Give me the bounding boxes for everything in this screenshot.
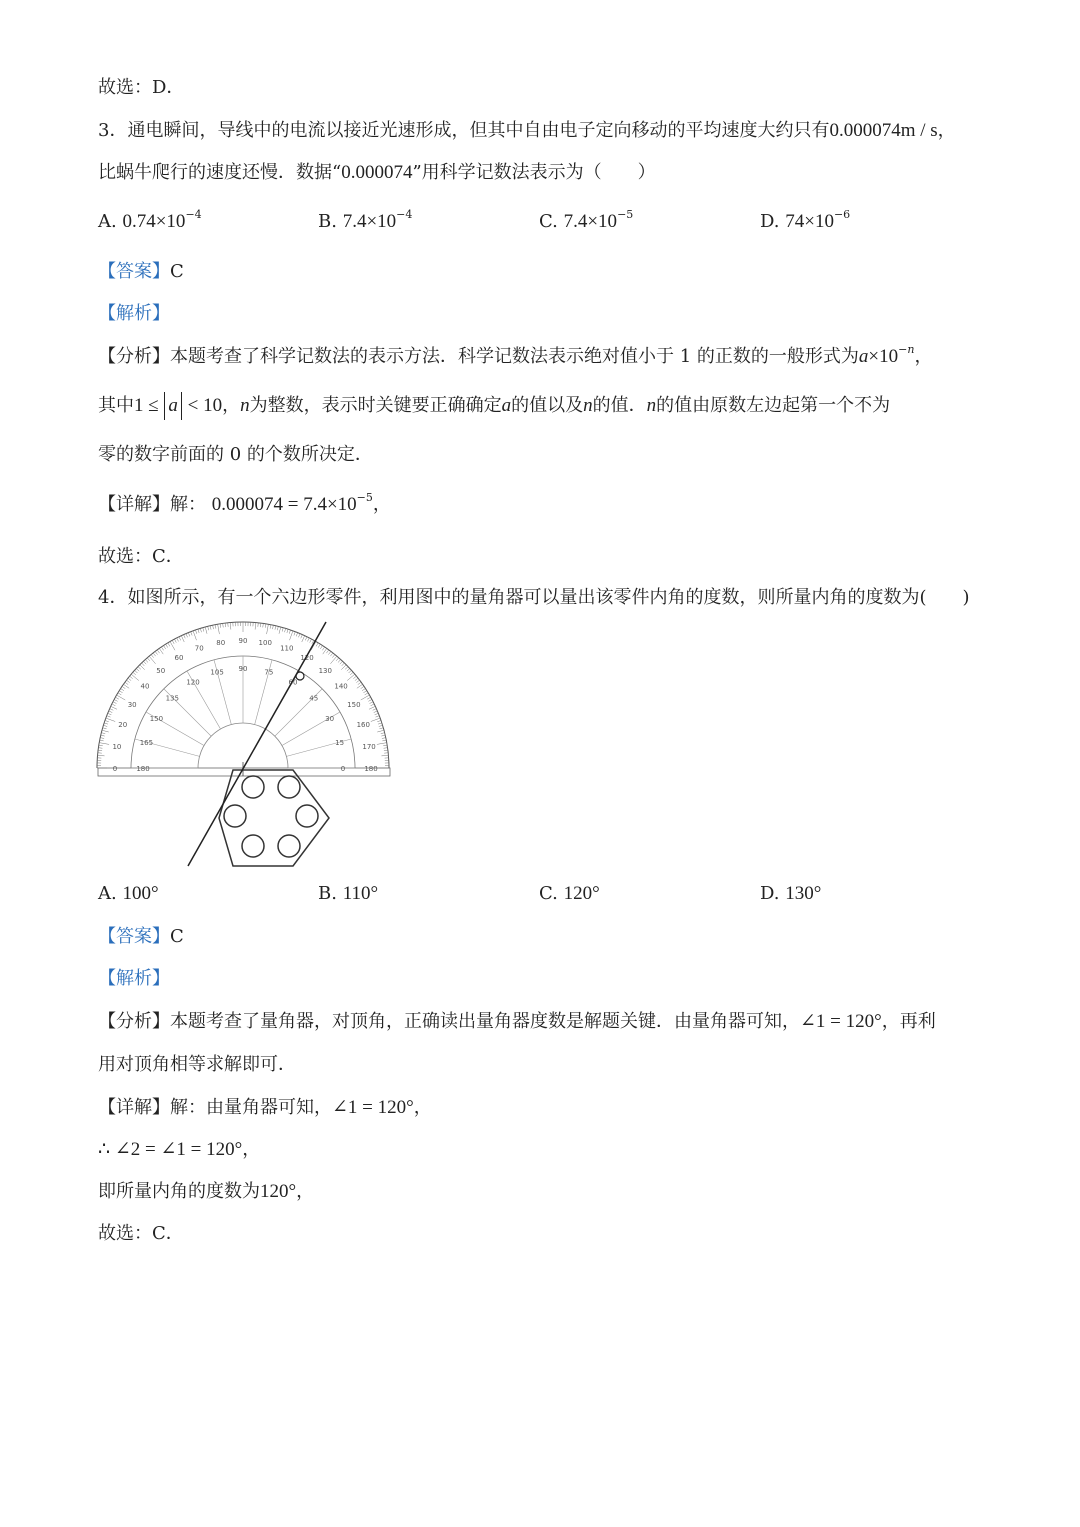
protractor-outer-label: 180 xyxy=(364,765,378,773)
bolt-hole xyxy=(242,776,264,798)
protractor-tick xyxy=(200,628,201,632)
q4-conclusion: 故选：C． xyxy=(98,1223,184,1244)
protractor-tick xyxy=(328,651,330,654)
protractor-tick xyxy=(377,720,381,721)
protractor-tick xyxy=(361,695,370,700)
protractor-tick xyxy=(302,636,305,642)
protractor-tick xyxy=(218,624,220,634)
protractor-tick xyxy=(362,688,365,690)
protractor-tick xyxy=(340,661,343,664)
comma: ， xyxy=(914,346,933,367)
option-math: 120° xyxy=(563,883,600,904)
protractor-tick xyxy=(369,706,375,709)
protractor-tick xyxy=(350,672,353,675)
protractor-tick xyxy=(133,672,136,675)
option-label: C. xyxy=(539,211,558,232)
angle-equation: ∠1 = 120° xyxy=(800,1011,882,1032)
option-exponent: −6 xyxy=(833,208,851,221)
protractor-tick xyxy=(349,670,352,673)
fenxi-tag: 【分析】 xyxy=(98,1011,170,1032)
protractor-tick xyxy=(143,661,146,664)
protractor-tick xyxy=(157,650,159,653)
protractor-inner-label: 45 xyxy=(309,694,319,703)
q3-stem-text2: 比蜗牛爬行的速度还慢．数据“ xyxy=(98,162,342,183)
protractor-tick xyxy=(191,632,192,636)
times-ten: ×10 xyxy=(868,346,899,367)
option-label: B. xyxy=(318,883,337,904)
option-math: 7.4×10 xyxy=(342,211,397,232)
comma: ， xyxy=(222,395,241,416)
protractor-tick xyxy=(332,655,335,658)
protractor-tick xyxy=(98,748,102,749)
q4-answer xyxy=(98,925,184,949)
option-label: A. xyxy=(98,883,117,904)
protractor-outer-label: 140 xyxy=(334,682,348,691)
protractor-tick xyxy=(285,628,286,632)
protractor-tick xyxy=(147,658,150,661)
protractor-tick xyxy=(336,658,339,661)
protractor-tick xyxy=(168,643,170,646)
q4-analysis-line2: 用对顶角相等求解即可． xyxy=(98,1054,296,1075)
protractor-tick xyxy=(215,625,216,629)
protractor-tick xyxy=(305,637,307,641)
protractor-outer-label: 60 xyxy=(174,654,184,663)
xiangjie-tag: 【详解】 xyxy=(98,1097,170,1118)
answer-tag: 【答案】 xyxy=(98,261,170,282)
protractor-inner-label: 120 xyxy=(186,678,200,687)
var-a: a xyxy=(501,395,512,416)
ineq-left: 1 ≤ xyxy=(134,395,159,416)
protractor-tick xyxy=(117,695,126,700)
protractor-outer-label: 150 xyxy=(347,701,361,709)
protractor-inner-label: 180 xyxy=(136,765,150,773)
protractor-tick xyxy=(301,635,303,639)
protractor-tick xyxy=(126,680,129,682)
protractor-tick xyxy=(100,738,104,739)
option-math: 110° xyxy=(342,883,379,904)
protractor-tick xyxy=(379,725,383,726)
angle-equation: ∠1 = 120° xyxy=(332,1097,414,1118)
hexagon-part xyxy=(219,770,329,866)
equation: 0.000074 = 7.4×10 xyxy=(211,494,357,515)
answer-tag: 【答案】 xyxy=(98,926,170,947)
protractor-outer-label: 40 xyxy=(140,682,150,691)
answer-value: C xyxy=(170,261,184,282)
protractor-tick xyxy=(384,748,388,749)
protractor-tick xyxy=(151,655,154,658)
protractor-tick xyxy=(377,743,387,745)
protractor-tick xyxy=(128,678,131,680)
protractor-tick xyxy=(102,730,109,732)
protractor-outer-label: 110 xyxy=(280,644,294,653)
protractor-outer-label: 20 xyxy=(118,721,128,730)
q3-option-b xyxy=(318,210,412,234)
protractor-tick xyxy=(155,651,157,654)
option-label: D. xyxy=(760,211,780,232)
protractor-tick xyxy=(282,628,283,632)
protractor-tick xyxy=(99,745,103,746)
protractor-outer-label: 70 xyxy=(194,644,204,653)
measure-line xyxy=(188,622,326,866)
protractor-tick xyxy=(121,688,124,690)
protractor-tick xyxy=(104,723,108,724)
text: 本题考查了量角器，对顶角，正确读出量角器度数是解题关键．由量角器可知， xyxy=(170,1011,800,1032)
protractor-tick xyxy=(230,623,231,630)
protractor-outer-label: 80 xyxy=(216,638,226,647)
protractor-tick xyxy=(381,735,385,736)
protractor-outer-label: 90 xyxy=(238,637,248,645)
protractor-tick xyxy=(381,755,388,756)
protractor-tick xyxy=(320,646,322,649)
option-exponent: −4 xyxy=(185,208,202,221)
protractor-tick xyxy=(118,693,121,695)
protractor-tick xyxy=(370,702,374,704)
protractor-tick xyxy=(223,623,224,627)
protractor-tick xyxy=(382,740,386,741)
protractor-tick xyxy=(106,718,115,721)
protractor-tick xyxy=(115,697,118,699)
q3-data-value: 0.000074 xyxy=(341,162,413,183)
text: 其中 xyxy=(98,395,134,416)
protractor-tick xyxy=(255,623,256,630)
protractor-tick xyxy=(161,647,163,650)
protractor-tick xyxy=(273,625,274,629)
protractor-tick xyxy=(114,699,118,701)
protractor-tick xyxy=(107,716,111,717)
comma: ， xyxy=(242,1139,261,1160)
protractor-tick xyxy=(347,668,350,671)
protractor-outer-label: 170 xyxy=(362,742,376,751)
text: 的值由原数左边起第一个不为 xyxy=(656,395,891,416)
protractor-tick xyxy=(220,624,221,628)
protractor-tick xyxy=(361,686,364,688)
protractor-tick xyxy=(111,706,117,709)
exponent: −5 xyxy=(356,491,373,504)
q3-comma: ， xyxy=(937,120,956,141)
protractor-tick xyxy=(122,686,125,688)
protractor-tick xyxy=(307,638,309,642)
angle-equation: ∴ ∠2 = ∠1 = 120° xyxy=(98,1139,243,1160)
text: 为整数，表示时关键要正确确定 xyxy=(249,395,502,416)
measure-mark xyxy=(296,672,304,680)
protractor-tick xyxy=(376,716,380,717)
var-a: a xyxy=(858,346,869,367)
protractor-outer-label: 50 xyxy=(156,666,166,675)
protractor-tick xyxy=(367,697,370,699)
q3-stem-line1 xyxy=(98,119,956,143)
bolt-hole xyxy=(278,835,300,857)
bolt-hole xyxy=(224,805,246,827)
option-math: 74×10 xyxy=(785,211,834,232)
protractor-tick xyxy=(198,629,199,633)
protractor-tick xyxy=(347,674,355,680)
q3-stem-text: 3．通电瞬间，导线中的电流以接近光速形成，但其中自由电子定向移动的平均速度大约只有 xyxy=(98,120,830,141)
protractor-tick xyxy=(174,639,176,643)
protractor-tick xyxy=(322,647,324,650)
q4-stem: 4．如图所示，有一个六边形零件，利用图中的量角器可以量出该零件内角的度数，则所量内角的度数为( ) xyxy=(98,587,970,608)
protractor-tick xyxy=(383,745,387,746)
q3-stem-line2 xyxy=(98,161,656,185)
protractor-tick xyxy=(330,656,336,664)
protractor-tick xyxy=(184,635,186,639)
protractor-tick xyxy=(181,636,184,642)
text: 的值． xyxy=(592,395,647,416)
protractor-tick xyxy=(125,682,128,684)
protractor-tick xyxy=(270,625,271,629)
protractor-tick xyxy=(316,643,318,646)
protractor-inner-label: 15 xyxy=(335,739,345,748)
protractor-tick xyxy=(101,735,105,736)
comma: ， xyxy=(296,1181,315,1202)
option-exponent: −5 xyxy=(617,208,634,221)
q4-option-a xyxy=(98,882,159,906)
protractor-tick xyxy=(310,639,312,643)
hexagon-outline xyxy=(219,770,329,866)
protractor-tick xyxy=(289,630,290,634)
protractor-tick xyxy=(326,650,328,653)
protractor-tick xyxy=(136,668,139,671)
protractor xyxy=(97,622,390,776)
protractor-tick xyxy=(382,738,386,739)
protractor-tick xyxy=(103,725,107,726)
bolt-hole xyxy=(242,835,264,857)
protractor-tick xyxy=(145,660,148,663)
protractor-inner-label: 75 xyxy=(264,668,274,677)
protractor-inner-label: 165 xyxy=(139,739,154,748)
protractor-tick xyxy=(378,723,382,724)
protractor-inner-label: 0 xyxy=(340,765,346,773)
protractor-tick xyxy=(318,644,320,647)
protractor-inner-label: 90 xyxy=(238,665,248,673)
protractor-tick xyxy=(110,709,114,711)
q4-analysis-line1 xyxy=(98,1010,936,1034)
protractor-tick xyxy=(379,728,383,729)
protractor-tick xyxy=(368,699,372,701)
option-label: D. xyxy=(760,883,780,904)
protractor-tick xyxy=(153,653,155,656)
option-label: A. xyxy=(98,211,117,232)
text: 解：由量角器可知， xyxy=(170,1097,332,1118)
protractor-tick xyxy=(356,680,359,682)
q3-option-d xyxy=(760,210,850,234)
protractor-tick xyxy=(330,653,332,656)
protractor-tick xyxy=(166,644,168,647)
protractor-tick xyxy=(163,646,165,649)
protractor-tick xyxy=(98,755,105,756)
answer-value: C xyxy=(170,926,184,947)
protractor-tick xyxy=(267,624,269,634)
protractor-figure xyxy=(95,620,395,870)
protractor-tick xyxy=(103,728,107,729)
protractor-tick xyxy=(263,623,264,627)
protractor-tick xyxy=(287,629,288,633)
protractor-outer-label: 160 xyxy=(356,721,370,730)
q3-answer xyxy=(98,260,184,284)
protractor-tick xyxy=(131,674,139,680)
option-math: 7.4×10 xyxy=(563,211,618,232)
protractor-tick xyxy=(298,634,300,638)
option-exponent: −4 xyxy=(396,208,413,221)
q3-stem-text3: ”用科学记数法表示为（ ） xyxy=(412,162,656,183)
protractor-tick xyxy=(381,733,385,734)
protractor-tick xyxy=(112,704,116,706)
q3-option-c xyxy=(539,210,633,234)
q2-conclusion: 故选：D． xyxy=(98,77,185,98)
angle-value: 120° xyxy=(260,1181,297,1202)
protractor-tick xyxy=(105,720,109,721)
option-label: B. xyxy=(318,211,337,232)
protractor-inner-label: 60 xyxy=(288,678,298,687)
protractor-tick xyxy=(265,624,266,628)
q4-detail-line1 xyxy=(98,1096,432,1120)
protractor-tick xyxy=(277,626,278,630)
protractor-outer-label: 10 xyxy=(112,742,122,751)
protractor-tick xyxy=(100,740,104,741)
protractor-inner-label: 135 xyxy=(165,694,179,703)
protractor-tick xyxy=(208,626,209,630)
comma: ， xyxy=(413,1097,432,1118)
protractor-tick xyxy=(210,626,211,630)
text: 的值以及 xyxy=(511,395,584,416)
protractor-tick xyxy=(172,640,174,643)
ineq-right: < 10 xyxy=(187,395,223,416)
protractor-tick xyxy=(142,663,145,666)
option-math: 100° xyxy=(122,883,159,904)
q3-analysis-line3: 零的数字前面的 0 的个数所决定． xyxy=(98,444,373,465)
protractor-tick xyxy=(108,713,112,714)
protractor-tick xyxy=(355,678,358,680)
q4-detail-line3 xyxy=(98,1180,314,1204)
q4-analysis-heading: 【解析】 xyxy=(98,968,170,989)
q4-option-b xyxy=(318,882,378,906)
fenxi-text: 本题考查了科学记数法的表示方法．科学记数法表示绝对值小于 1 的正数的一般形式为 xyxy=(170,346,859,367)
protractor-tick xyxy=(363,691,366,693)
comma: ， xyxy=(372,494,391,515)
protractor-tick xyxy=(342,663,345,666)
protractor-tick xyxy=(374,711,378,713)
q3-detail xyxy=(98,493,391,517)
protractor-tick xyxy=(213,625,214,629)
var-n: n xyxy=(646,395,657,416)
var-n: n xyxy=(583,395,593,416)
protractor-tick xyxy=(179,637,181,641)
protractor-tick xyxy=(130,676,133,679)
protractor-tick xyxy=(275,626,276,630)
protractor-tick xyxy=(353,676,356,679)
protractor-tick xyxy=(358,682,361,684)
protractor-tick xyxy=(119,691,122,693)
protractor-tick xyxy=(170,642,175,651)
text: 解： xyxy=(170,494,206,515)
option-math: 130° xyxy=(785,883,822,904)
q4-detail-line2 xyxy=(98,1138,260,1162)
protractor-tick xyxy=(296,633,297,637)
protractor-outer-label: 130 xyxy=(318,666,332,675)
protractor-tick xyxy=(135,670,138,673)
q4-option-c xyxy=(539,882,600,906)
bolt-hole xyxy=(278,776,300,798)
protractor-center-arc xyxy=(198,723,288,768)
protractor-tick xyxy=(345,667,348,670)
protractor-tick xyxy=(109,711,113,713)
protractor-tick xyxy=(290,631,293,640)
q3-option-a xyxy=(98,210,202,234)
protractor-tick xyxy=(149,656,155,664)
protractor-tick xyxy=(177,638,179,642)
protractor-outer-label: 30 xyxy=(127,701,137,709)
protractor-tick xyxy=(195,630,196,634)
q3-analysis-line2 xyxy=(98,392,890,420)
xiangjie-tag: 【详解】 xyxy=(98,494,170,515)
bolt-hole xyxy=(296,805,318,827)
protractor-tick xyxy=(138,667,141,670)
q3-analysis-line1 xyxy=(98,345,932,369)
protractor-outer-label: 120 xyxy=(300,654,314,663)
protractor-tick xyxy=(193,631,196,640)
option-label: C. xyxy=(539,883,558,904)
protractor-inner-label: 30 xyxy=(325,715,335,723)
protractor-tick xyxy=(101,733,105,734)
protractor-tick xyxy=(188,633,189,637)
protractor-outer-label: 100 xyxy=(258,638,272,647)
protractor-tick xyxy=(375,713,379,714)
protractor-inner-label: 150 xyxy=(149,715,164,723)
var-n: n xyxy=(240,395,250,416)
protractor-tick xyxy=(377,730,384,732)
protractor-outer-label: 0 xyxy=(112,765,118,773)
q3-speed-value: 0.000074m / s xyxy=(829,120,938,141)
protractor-tick xyxy=(203,628,204,632)
protractor-tick xyxy=(294,632,295,636)
q3-conclusion: 故选：C． xyxy=(98,546,184,567)
protractor-tick xyxy=(365,693,368,695)
protractor-tick xyxy=(113,702,117,704)
protractor-tick xyxy=(371,704,375,706)
protractor-inner-label: 105 xyxy=(210,668,224,677)
protractor-tick xyxy=(371,718,380,721)
protractor-tick xyxy=(373,709,377,711)
protractor-tick xyxy=(338,660,341,663)
q4-option-d xyxy=(760,882,821,906)
protractor-tick xyxy=(99,743,109,745)
q3-analysis-heading: 【解析】 xyxy=(98,303,170,324)
abs-a: a xyxy=(164,392,182,420)
text: ，再利 xyxy=(881,1011,936,1032)
text: 即所量内角的度数为 xyxy=(98,1181,260,1202)
exponent-neg-n: −n xyxy=(898,343,915,356)
fenxi-tag: 【分析】 xyxy=(98,346,170,367)
protractor-tick xyxy=(279,627,281,634)
protractor-tick xyxy=(205,627,207,634)
protractor-tick xyxy=(186,634,188,638)
option-math: 0.74×10 xyxy=(122,211,186,232)
